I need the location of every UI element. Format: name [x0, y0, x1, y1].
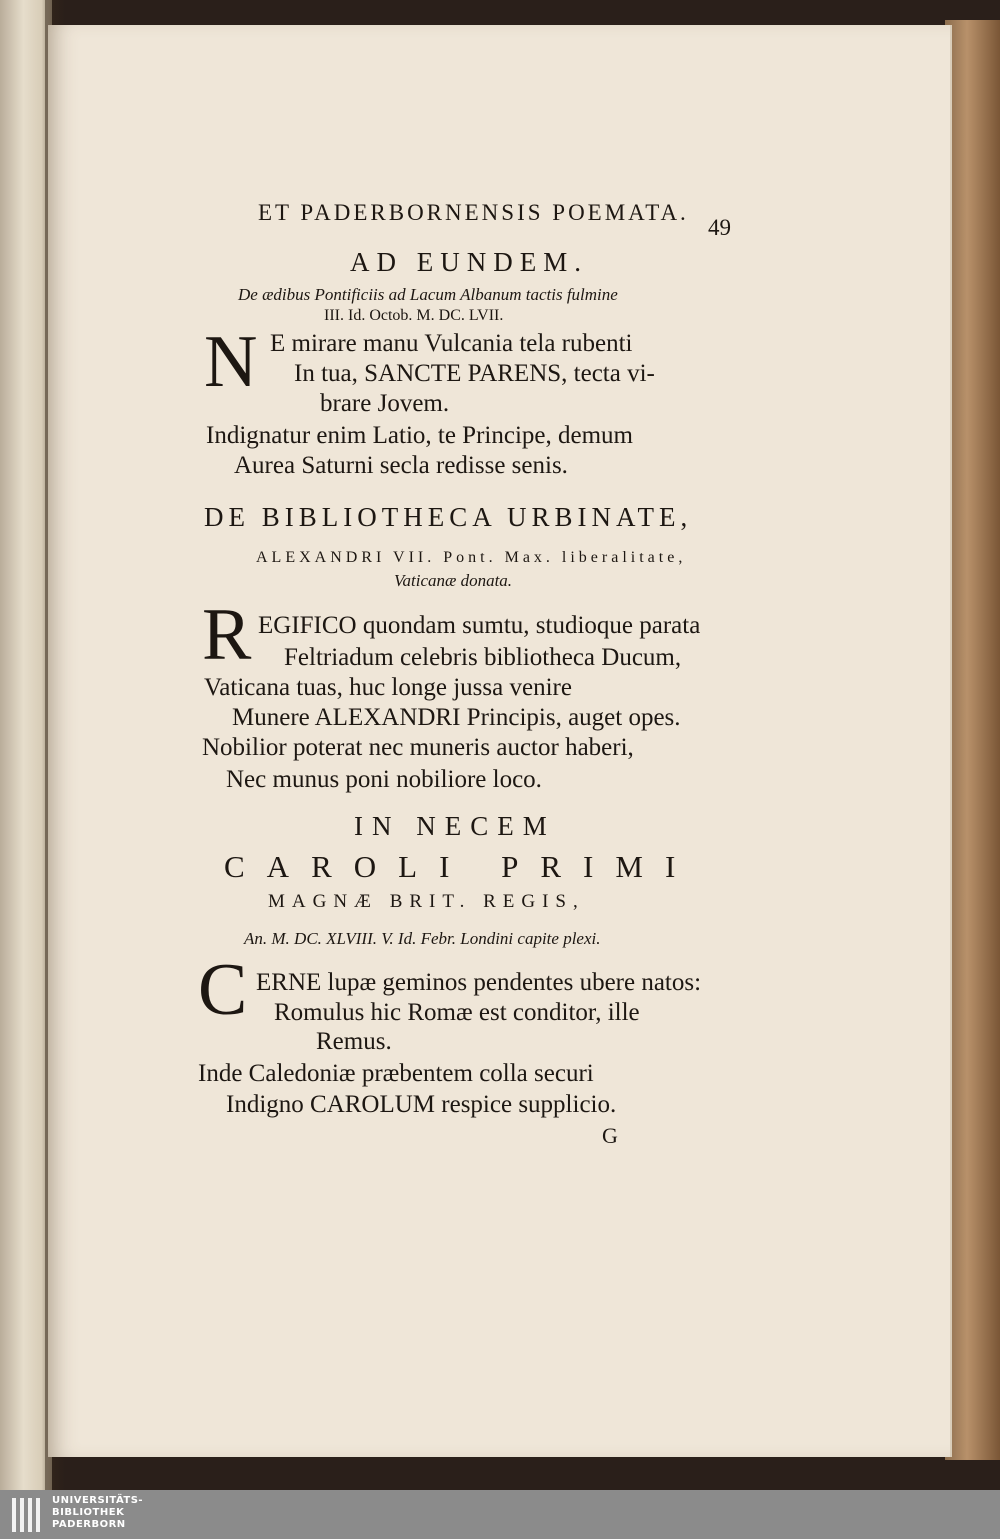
catchword: G	[602, 1123, 618, 1148]
poem1-line-1: E mirare manu Vulcania tela rubenti	[270, 330, 633, 357]
poem2-dropcap: R	[202, 594, 252, 676]
poem2-line-3: Vaticana tuas, huc longe jussa venire	[204, 674, 572, 701]
library-name-line-1: UNIVERSITÄTS-	[52, 1495, 144, 1506]
poem1-line-3: brare Jovem.	[320, 390, 450, 417]
poem1-dropcap: N	[204, 321, 258, 403]
poem1-line-4: Indignatur enim Latio, te Principe, demum	[206, 422, 633, 449]
poem3-title-3: MAGNÆ BRIT. REGIS,	[268, 891, 585, 912]
poem2-line-5: Nobilior poterat nec muneris auctor haberi,	[202, 734, 634, 761]
poem1-line-2: In tua, SANCTE PARENS, tecta vi-	[294, 360, 655, 387]
poem2-line-6: Nec munus poni nobiliore loco.	[226, 766, 542, 793]
poem3-dropcap: C	[198, 949, 248, 1031]
poem3-line-3: Remus.	[316, 1028, 392, 1055]
library-name-line-2: BIBLIOTHEK	[52, 1507, 125, 1518]
poem2-subtitle-1: ALEXANDRI VII. Pont. Max. liberalitate,	[256, 549, 687, 566]
poem1-subtitle-2: III. Id. Octob. M. DC. LVII.	[324, 307, 504, 324]
poem3-title-1: IN NECEM	[354, 811, 556, 841]
library-logo-icon	[12, 1498, 42, 1532]
poem3-line-5: Indigno CAROLUM respice supplicio.	[226, 1091, 617, 1118]
book-cover-edge	[945, 20, 1000, 1460]
book-page	[48, 25, 952, 1457]
poem2-title: DE BIBLIOTHECA URBINATE,	[204, 502, 693, 532]
poem1-subtitle-1: De ædibus Pontificiis ad Lacum Albanum tactis fulmine	[238, 285, 618, 304]
library-footer-bar	[0, 1490, 1000, 1539]
poem3-line-4: Inde Caledoniæ præbentem colla securi	[198, 1060, 594, 1087]
poem2-line-4: Munere ALEXANDRI Principis, auget opes.	[232, 704, 681, 731]
poem2-line-2: Feltriadum celebris bibliotheca Ducum,	[284, 644, 682, 671]
poem1-line-5: Aurea Saturni secla redisse senis.	[234, 452, 568, 479]
page-text	[48, 25, 950, 1457]
running-head: ET PADERBORNENSIS POEMATA.	[258, 200, 689, 225]
poem2-subtitle-2: Vaticanæ donata.	[394, 571, 513, 590]
poem3-line-2: Romulus hic Romæ est conditor, ille	[274, 999, 640, 1026]
page-number: 49	[708, 215, 731, 240]
poem3-title-2: CAROLI PRIMI	[224, 849, 698, 884]
poem3-line-1: ERNE lupæ geminos pendentes ubere natos:	[256, 969, 702, 996]
poem1-title: AD EUNDEM.	[350, 247, 588, 277]
library-name	[52, 1495, 143, 1531]
poem2-line-1: EGIFICO quondam sumtu, studioque parata	[258, 612, 701, 639]
library-name-line-3: PADERBORN	[52, 1519, 126, 1530]
poem3-subtitle: An. M. DC. XLVIII. V. Id. Febr. Londini capite plexi.	[244, 929, 601, 948]
